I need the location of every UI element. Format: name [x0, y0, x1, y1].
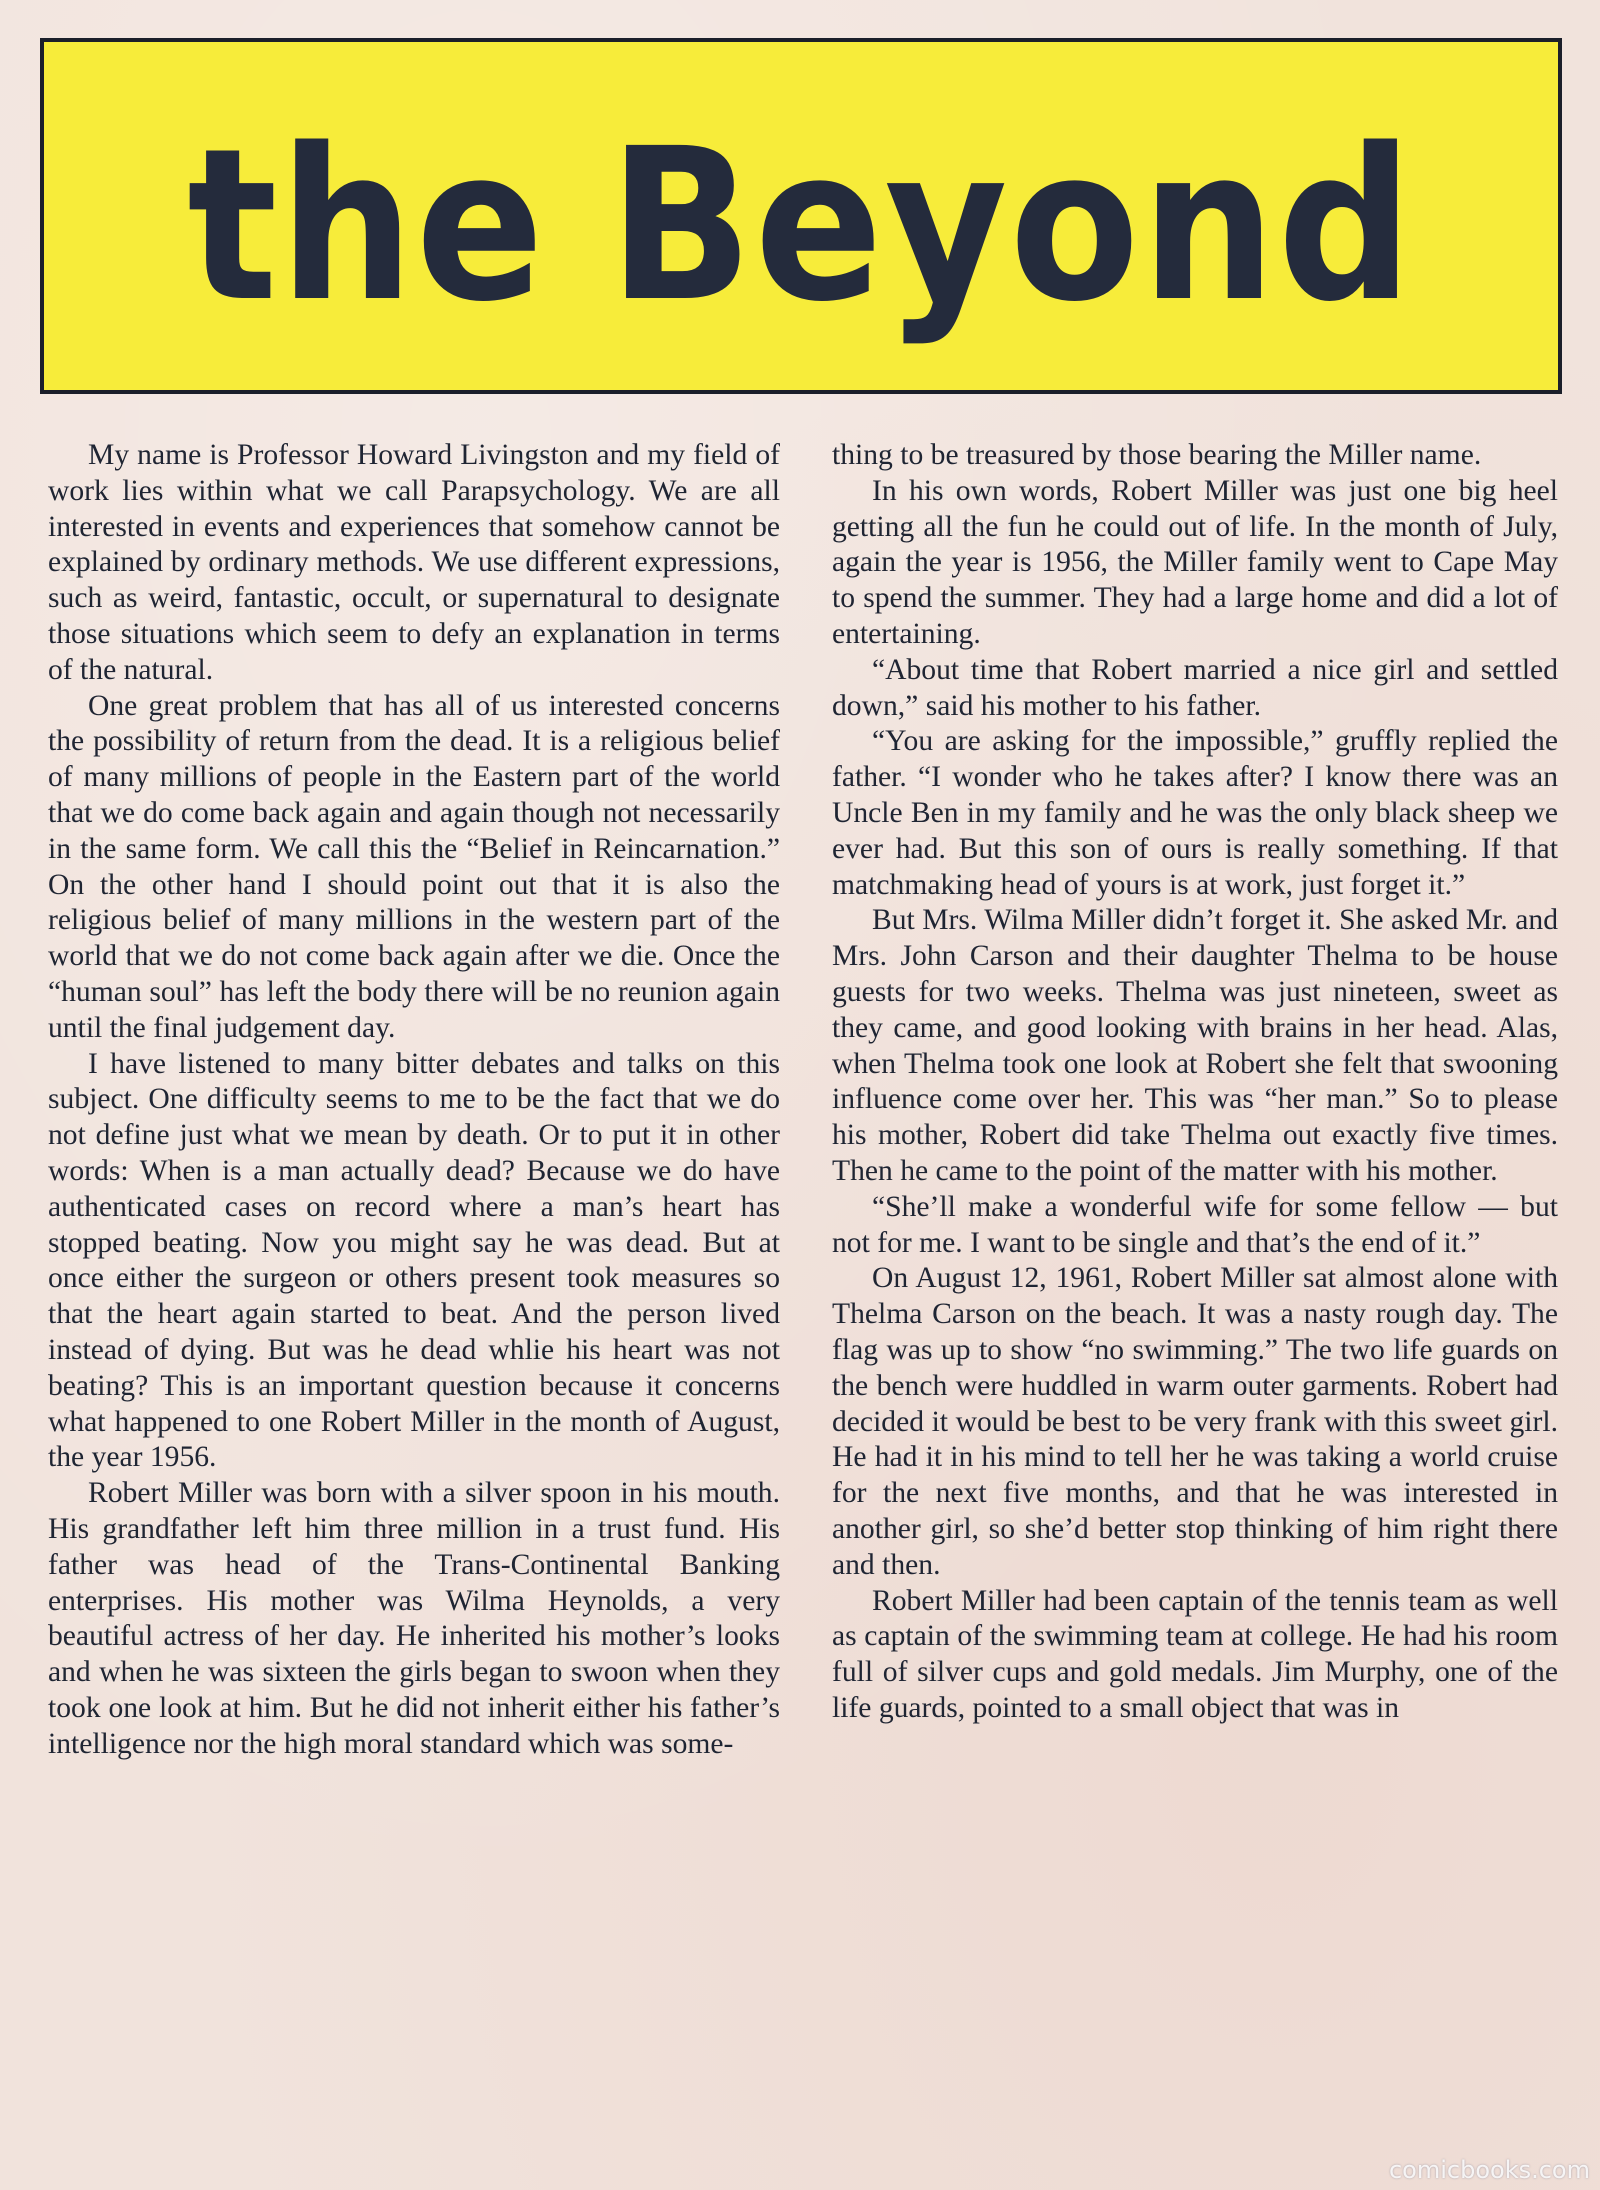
title-word-the: the [187, 103, 546, 348]
paragraph: “About time that Robert married a nice girl and settled down,” said his mother to his father. [832, 653, 1558, 722]
paragraph: I have listened to many bitter debates and talks on this subject. One difficulty seems to me to be the fact that we do not define just what we mean by death. Or to put it in other words: When is a man actually dead? Because we do have authenticated cases on record where a man’s heart has stopped beating. Now you might say he was dead. But at once either the surgeon or others present took measures so that the heart again started to beat. And the person lived instead of dying. But was he dead whlie his heart was not beating? This is an important question because it concerns what happened to one Robert Miller in the month of August, the year 1956. [48, 1047, 780, 1474]
paragraph: In his own words, Robert Miller was just one big heel getting all the fun he could out of life. In the month of July, again the year is 1956, the Miller family went to Cape May to spend the summer. They had a large home and did a lot of entertaining. [832, 474, 1558, 650]
paragraph: On August 12, 1961, Robert Miller sat almost alone with Thelma Carson on the beach. It was a nasty rough day. The flag was up to show “no swimming.” The two life guards on the bench were huddled in warm outer garments. Robert had decided it would be best to be very frank with this sweet girl. He had it in his mind to tell her he was taking a world cruise for the next five months, and that he was interested in another girl, so she’d better stop thinking of him right there and then. [832, 1262, 1558, 1581]
watermark: comicbooks.com [1388, 2156, 1590, 2184]
paragraph: Robert Miller had been captain of the tennis team as well as captain of the swimming team at college. He had his room full of silver cups and gold medals. Jim Murphy, one of the life guards, pointed to a small object that was in [832, 1584, 1558, 1724]
left-column [48, 438, 780, 1762]
title-word-beyond: Beyond [608, 103, 1415, 348]
paragraph: But Mrs. Wilma Miller didn’t forget it. She asked Mr. and Mrs. John Carson and their daughter Thelma to be house guests for two weeks. Thelma was just nineteen, sweet as they came, and good looking with brains in her head. Alas, when Thelma took one look at Robert she felt that swooning influence come over her. This was “her man.” So to please his mother, Robert did take Thelma out exactly five times. Then he came to the point of the matter with his mother. [832, 904, 1558, 1187]
paragraph: Robert Miller was born with a silver spoon in his mouth. His grandfather left him three million in a trust fund. His father was head of the Trans-Continental Banking enterprises. His mother was Wilma Heynolds, a very beautiful actress of her day. He inherited his mother’s looks and when he was sixteen the girls began to swoon when they took one look at him. But he did not inherit either his father’s intelligence nor the high moral standard which was some- [48, 1477, 780, 1760]
paragraph: “She’ll make a wonderful wife for some fellow — but not for me. I want to be single and that’s the end of it.” [832, 1190, 1558, 1259]
paragraph: “You are asking for the impossible,” gruffly replied the father. “I wonder who he takes after? I know there was an Uncle Ben in my family and he was the only black sheep we ever had. But this son of ours is really something. If that matchmaking head of yours is at work, just forget it.” [832, 725, 1558, 901]
paragraph: One great problem that has all of us interested concerns the possibility of return from the dead. It is a religious belief of many millions of people in the Eastern part of the world that we do come back again and again though not necessarily in the same form. We call this the “Belief in Reincarnation.” On the other hand I should point out that it is also the religious belief of many millions in the western part of the world that we do not come back again after we die. Once the “human soul” has left the body there will be no reunion again until the final judgement day. [48, 689, 780, 1044]
page-title [187, 103, 1415, 348]
right-column [832, 438, 1558, 1727]
paragraph: My name is Professor Howard Livingston and my field of work lies within what we call Parapsychology. We are all interested in events and experiences that somehow cannot be explained by ordinary methods. We use different expressions, such as weird, fantastic, occult, or supernatural to designate those situations which seem to defy an explanation in terms of the natural. [48, 439, 780, 686]
paragraph-continuation: thing to be treasured by those bearing the Miller name. [832, 439, 1482, 471]
title-banner [40, 38, 1562, 394]
